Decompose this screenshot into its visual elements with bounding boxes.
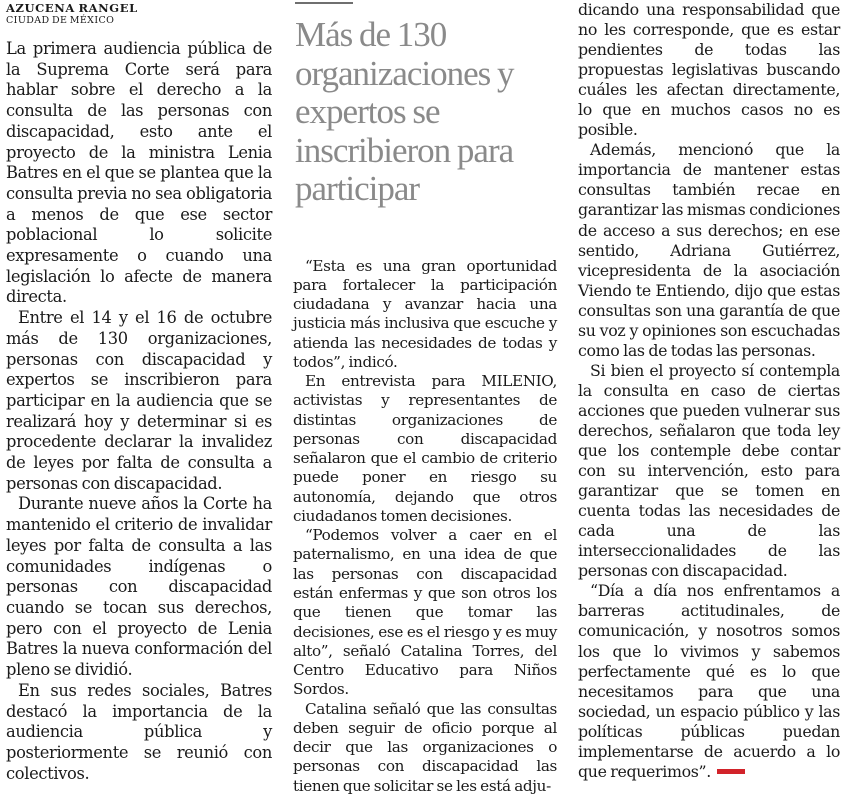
article-paragraph: Durante nueve años la Corte ha mantenido el criterio de invalidar leyes por falta de consulta a las comunidades indígenas o personas con discapacidad cuando se tocan sus derechos, pero con el proyecto de Lenia Batres la nueva conformación del pleno se dividió.	[6, 494, 272, 680]
article-column-3	[578, 0, 840, 782]
column-3-body	[578, 0, 840, 782]
byline-author: AZUCENA RANGEL	[6, 1, 138, 15]
article-paragraph: Si bien el proyecto sí contempla la consulta en caso de ciertas acciones que pueden vulnerar sus derechos, señalaron que toda ley que los contemple debe contar con su intervención, esto para garantizar que se tomen en cuenta todas las necesidades de cada una de las interseccionalidades de las personas con discapacidad.	[578, 360, 840, 581]
article-column-1	[6, 0, 272, 784]
article-paragraph: “Podemos volver a caer en el paternalismo, en una idea de que las personas con discapacidad están enfermas y que son otros los que tienen que tomar las decisiones, ese es el riesgo y es muy alto”, señaló Catalina Torres, del Centro Educativo para Niños Sordos.	[293, 526, 557, 699]
article-paragraph: Entre el 14 y el 16 de octubre más de 130 organizaciones, personas con discapacidad y expertos se inscribieron para participar en la audiencia que se realizará hoy y determinar si es procedente declarar la invalidez de leyes por falta de consulta a personas con discapacidad.	[6, 308, 272, 493]
article-paragraph: Además, mencionó que la importancia de mantener estas consultas también recae en garantizar las mismas condiciones de acceso a sus derechos; en ese sentido, Adriana Gutiérrez, vicepresidenta de la asociación Viendo te Entiendo, dijo que estas consultas son una garantía de que su voz y opiniones son escuchadas como las de todas las personas.	[578, 140, 840, 360]
article-paragraph: “Esta es una gran oportunidad para fortalecer la participación ciudadana y avanzar hacia una justicia más inclusiva que escuche y atienda las necesidades de todas y todos”, indicó.	[293, 256, 557, 371]
byline-place: CIUDAD DE MÉXICO	[6, 15, 115, 26]
column-2-body	[293, 257, 557, 796]
article-column-2	[293, 0, 557, 796]
pull-quote: Más de 130 organizaciones y expertos se inscribieron para participar	[295, 15, 514, 208]
article-paragraph-continued: dicando una responsabilidad que no les corresponde, que es estar pendientes de todas las propuestas legislativas buscando cuáles les afectan directamente, lo que en muchos casos no es posible.	[578, 0, 840, 140]
pull-quote-box	[293, 0, 557, 209]
final-paragraph-text: “Día a día nos enfrentamos a barreras actitudinales, de comunicación, y nosotros somos los que lo vivimos y sabemos perfectamente qué es lo que necesitamos para que una sociedad, un espacio público y las políticas públicas puedan implementarse de acuerdo a lo que requerimos”.	[578, 581, 840, 781]
byline	[6, 2, 272, 27]
pull-quote-rule	[295, 2, 353, 4]
article-paragraph: Catalina señaló que las consultas deben seguir de oficio porque al decir que las organizaciones o personas con discapacidad las tienen que solicitar se les está adju-	[293, 699, 557, 795]
end-of-article-mark	[717, 769, 745, 774]
article-paragraph: La primera audiencia pública de la Suprema Corte será para hablar sobre el derecho a la consulta de las personas con discapacidad, esto ante el proyecto de la ministra Lenia Batres en el que se plantea que la consulta previa no sea obligatoria a menos de que ese sector poblacional lo solicite expresamente o cuando una legislación lo afecte de manera directa.	[6, 39, 272, 307]
article-paragraph: En sus redes sociales, Batres destacó la importancia de la audiencia pública y posteriormente se reunió con colectivos.	[6, 680, 272, 783]
article-paragraph: En entrevista para MILENIO, activistas y representantes de distintas organizaciones de personas con discapacidad señalaron que el cambio de criterio puede poner en riesgo su autonomía, dejando que otros ciudadanos tomen decisiones.	[293, 372, 557, 525]
article-paragraph-final	[578, 581, 840, 781]
